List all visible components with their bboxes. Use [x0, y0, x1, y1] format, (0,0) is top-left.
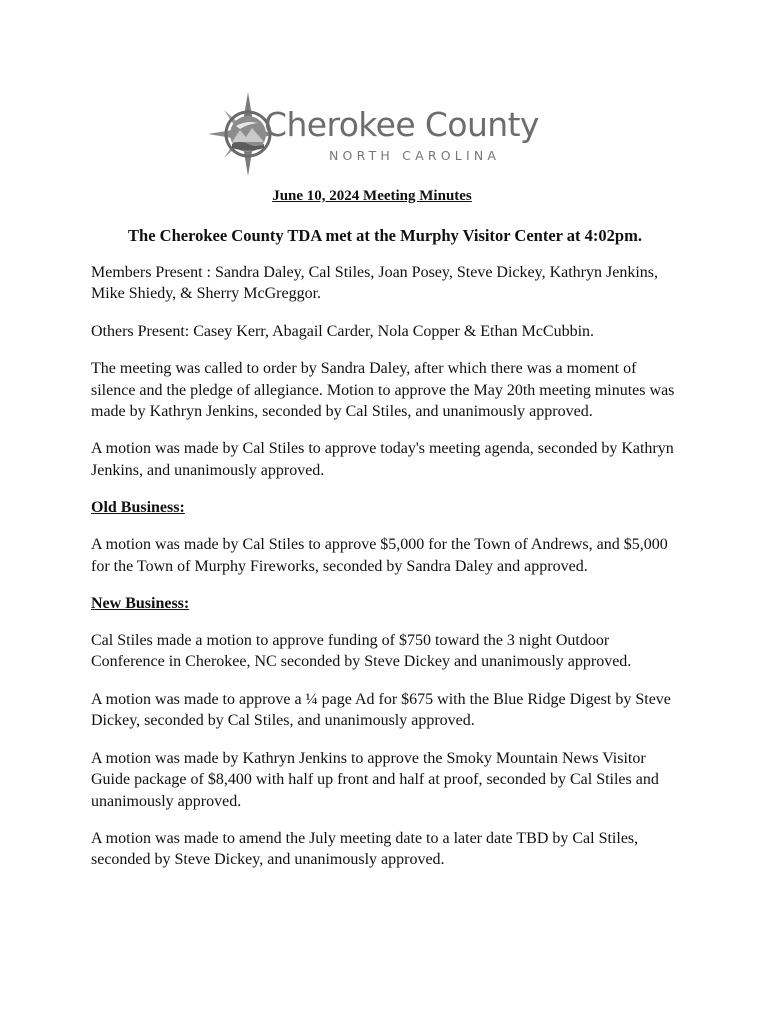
others-present-paragraph: Others Present: Casey Kerr, Abagail Carder, Nola Copper & Ethan McCubbin. [91, 322, 595, 340]
new-business-heading: New Business: [91, 595, 190, 613]
old-business-heading: Old Business: [91, 499, 185, 517]
agenda-paragraph: A motion was made by Cal Stiles to approve today's meeting agenda, seconded by Kathryn Jenkins, and unanimously approved. [91, 440, 674, 479]
old-business-item: A motion was made by Cal Stiles to approve $5,000 for the Town of Andrews, and $5,000 for the Town of Murphy Fireworks, seconded by Sandra Daley and approved. [91, 536, 668, 575]
new-business-item: A motion was made by Kathryn Jenkins to approve the Smoky Mountain News Visitor Guide package of $8,400 with half up front and half at proof, seconded by Cal Stiles and unanimously approved. [91, 749, 659, 810]
page-title: June 10, 2024 Meeting Minutes [272, 188, 472, 204]
new-business-item: Cal Stiles made a motion to approve funding of $750 toward the 3 night Outdoor Conference in Cherokee, NC seconded by Steve Dickey and unanimously approved. [91, 632, 632, 671]
cherokee-county-logo [206, 90, 539, 180]
new-business-item: A motion was made to amend the July meeting date to a later date TBD by Cal Stiles, seconded by Steve Dickey, and unanimously approved. [91, 829, 639, 869]
logo-wordmark: Cherokee County [264, 105, 539, 144]
call-to-order-paragraph: The meeting was called to order by Sandra Daley, after which there was a moment of silence and the pledge of allegiance. Motion to approve the May 20th meeting minutes was made by Kathryn Jenkins, seconded by Cal Stiles, and unanimously approved. [91, 360, 675, 421]
new-business-item: A motion was made to approve a ¼ page Ad for $675 with the Blue Ridge Digest by Steve Dickey, seconded by Cal Stiles, and unanimously approved. [91, 690, 671, 730]
logo-subtitle: NORTH CAROLINA [329, 148, 501, 163]
members-present-paragraph: Members Present : Sandra Daley, Cal Stiles, Joan Posey, Steve Dickey, Kathryn Jenkins, Mike Shiedy, & Sherry McGreggor. [91, 264, 659, 303]
minutes-body [91, 262, 681, 887]
meeting-intro: The Cherokee County TDA met at the Murphy Visitor Center at 4:02pm. [128, 226, 642, 245]
